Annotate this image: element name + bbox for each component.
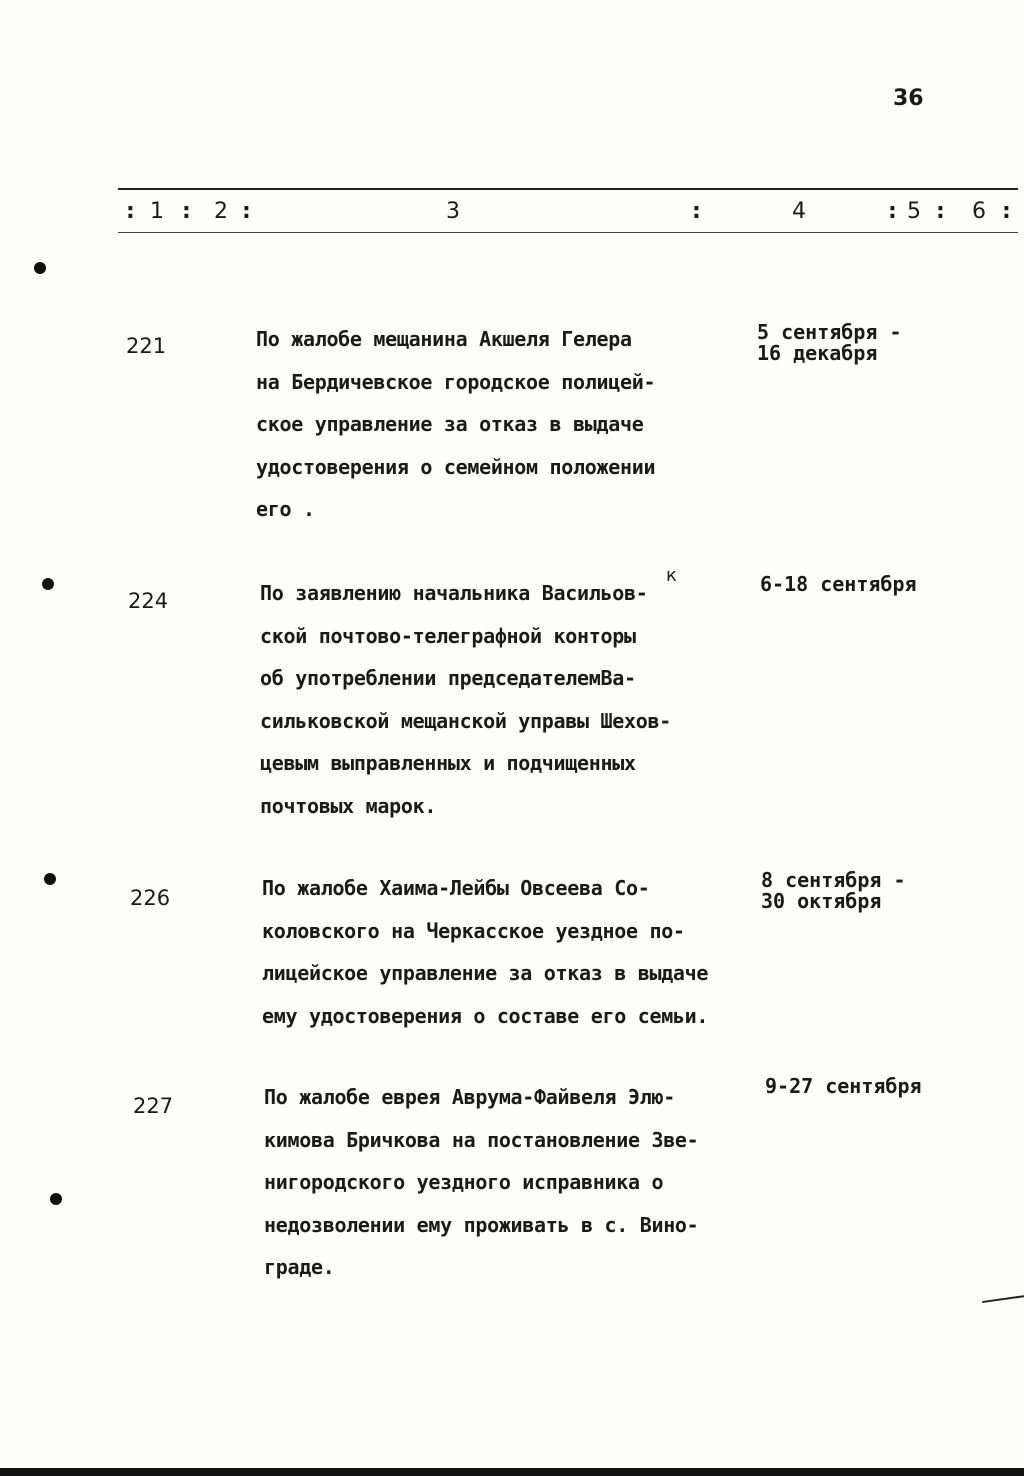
header-separator: :: [182, 199, 191, 224]
header-rule-top: [118, 188, 1018, 190]
entry-number: 221: [126, 334, 167, 358]
punch-hole-mark: [50, 1193, 62, 1205]
header-col-6: 6: [972, 199, 986, 224]
header-col-1: 1: [150, 199, 164, 224]
header-col-4: 4: [792, 199, 806, 224]
entry-date: 8 сентября - 30 октября: [761, 868, 906, 913]
header-separator: :: [1002, 199, 1011, 224]
entry-description: По жалобе Хаима-Лейбы Овсеева Со- коловского на Черкасское уездное по- лицейское управление за отказ в выдаче ему удостоверения о составе его семьи.: [262, 876, 709, 1028]
entry-description: По жалобе мещанина Акшеля Гелера на Бердичевское городское полицей- ское управление за отказ в выдаче удостоверения о семейном положении его .: [256, 327, 656, 521]
header-separator: :: [936, 199, 945, 224]
correction-mark: к: [666, 565, 677, 586]
entry-number: 226: [130, 886, 171, 910]
pen-stroke-mark: [982, 1295, 1024, 1303]
entry-number: 224: [128, 589, 169, 613]
header-separator: :: [126, 199, 135, 224]
page-number: 36: [893, 86, 924, 111]
entry-date: 9-27 сентября: [765, 1074, 922, 1098]
header-rule-bottom: [118, 232, 1018, 233]
header-separator: :: [888, 199, 897, 224]
punch-hole-mark: [42, 578, 54, 590]
header-separator: :: [242, 199, 251, 224]
entry-description: По заявлению начальника Васильов- ской почтово-телеграфной конторы об употреблении председателемВа- сильковской мещанской управы Шехов- цевым выправленных и подчищенных почтовых марок.: [260, 581, 671, 818]
header-col-2: 2: [214, 199, 228, 224]
punch-hole-mark: [44, 873, 56, 885]
header-separator: :: [692, 199, 701, 224]
entry-number: 227: [133, 1094, 174, 1118]
entry-description: По жалобе еврея Аврума-Файвеля Элю- кимова Бричкова на постановление Зве- нигородского уездного исправника о недозволении ему проживать в с. Вино- граде.: [264, 1085, 699, 1279]
entry-date: 6-18 сентября: [760, 572, 917, 596]
punch-hole-mark: [34, 262, 46, 274]
header-col-5: 5: [907, 199, 921, 224]
entry-date: 5 сентября - 16 декабря: [757, 320, 902, 365]
header-col-3: 3: [446, 199, 460, 224]
scan-bottom-edge: [0, 1468, 1024, 1476]
